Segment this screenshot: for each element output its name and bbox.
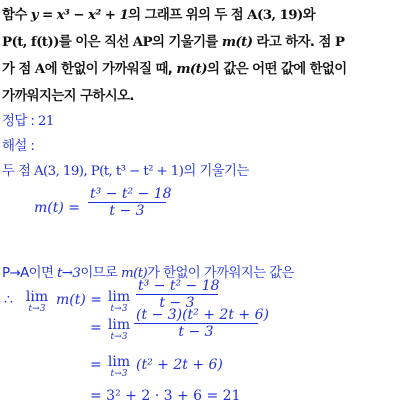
slope-numerator: t³ − t² − 18 (90, 186, 172, 202)
answer-value: 21 (37, 114, 54, 129)
problem-line-4: 가까워지는지 구하시오. (2, 89, 134, 104)
slope-denominator: t − 3 (88, 202, 166, 219)
slope-lhs: m(t) = (34, 200, 81, 216)
slope-fraction (88, 186, 172, 219)
solution-label: 해설 : (2, 139, 35, 154)
limit-statement: P→A이면 t→3이므로 m(t)가 한없이 가까워지는 값은 (2, 266, 294, 281)
answer-line (2, 110, 54, 129)
step3-expression: (t² + 2t + 6) (136, 357, 223, 373)
problem-line-1: 함수 y = x³ − x² + 1의 그래프 위의 두 점 A(3, 19)와 (2, 7, 316, 23)
answer-label: 정답 : (2, 114, 38, 129)
limit-step2: lim t→3 (107, 317, 131, 342)
step1-fraction: $\frac{\text{t³ − t² − 18}}{t - 3}$ (138, 278, 220, 311)
final-result: = 3² + 2 · 3 + 6 = 21 (90, 388, 241, 404)
solution-line-1: 두 점 A(3, 19), P(t, t³ − t² + 1)의 기울기는 (2, 164, 249, 179)
step3-equals: = (90, 357, 102, 373)
therefore-symbol: ∴ (4, 292, 13, 308)
limit-step3: lim t→3 (107, 354, 131, 379)
limit-lhs-mt: m(t) = (56, 292, 103, 308)
limit-lhs: lim t→3 (25, 289, 49, 314)
problem-line-3: 가 점 A에 한없이 가까워질 때, m(t)의 값은 어떤 값에 한없이 (2, 61, 347, 77)
function-expression: y = x³ − x² + 1 (30, 7, 129, 23)
limit-step1: lim t→3 (107, 289, 131, 314)
step2-fraction: $\frac{\text{(t − 3)(t² + 2t + 6)}}{t - 3}$ (136, 307, 269, 340)
step2-equals: = (90, 320, 102, 336)
problem-line-2: P(t, f(t))를 이은 직선 AP의 기울기를 m(t) 라고 하자. 점 P (2, 34, 345, 50)
